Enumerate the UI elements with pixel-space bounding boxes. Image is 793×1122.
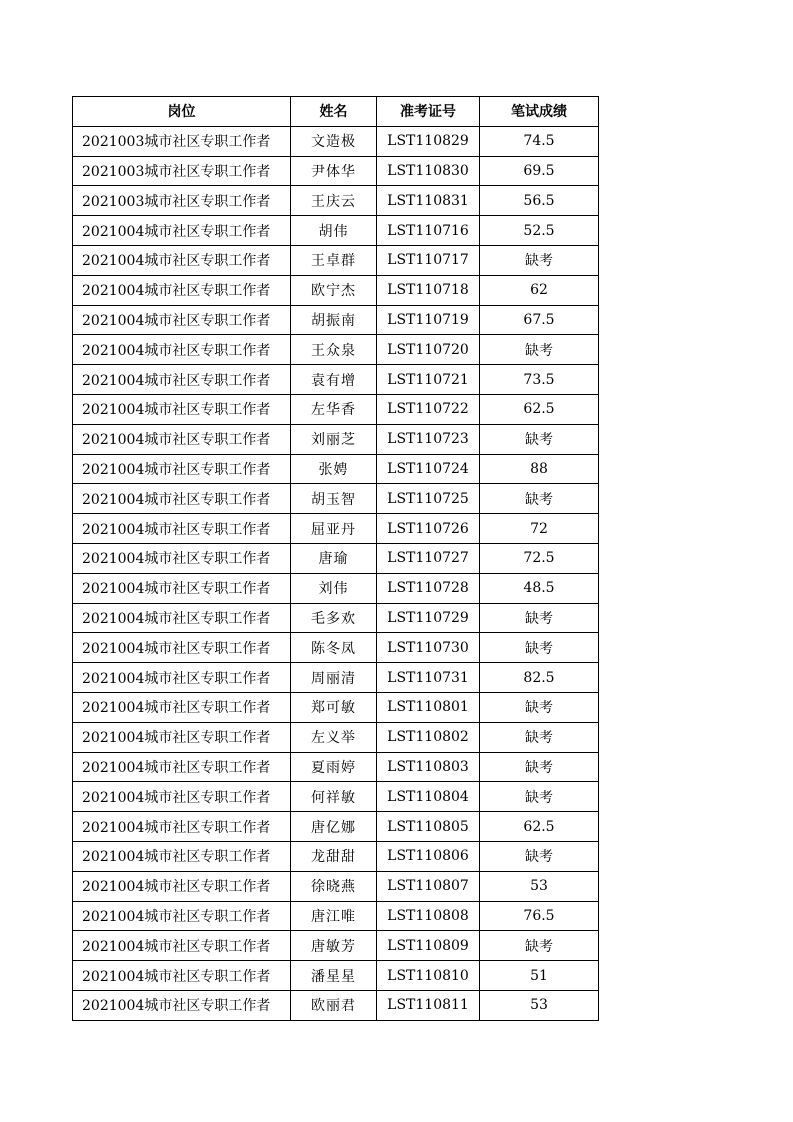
cell-post: 2021004城市社区专职工作者 (73, 692, 291, 722)
cell-written-score: 53 (480, 871, 599, 901)
cell-ticket-number: LST110724 (377, 454, 480, 484)
cell-post: 2021004城市社区专职工作者 (73, 663, 291, 693)
header-name: 姓名 (291, 97, 377, 127)
cell-name: 王庆云 (291, 186, 377, 216)
table-row (73, 394, 599, 424)
table-row (73, 305, 599, 335)
cell-name: 徐晓燕 (291, 871, 377, 901)
table-body (73, 126, 599, 1020)
cell-name: 张娉 (291, 454, 377, 484)
cell-ticket-number: LST110806 (377, 841, 480, 871)
cell-ticket-number: LST110730 (377, 633, 480, 663)
cell-written-score: 76.5 (480, 901, 599, 931)
table-row (73, 454, 599, 484)
cell-written-score: 62.5 (480, 812, 599, 842)
cell-post: 2021004城市社区专职工作者 (73, 543, 291, 573)
cell-post: 2021004城市社区专职工作者 (73, 245, 291, 275)
cell-name: 夏雨婷 (291, 752, 377, 782)
table-row (73, 126, 599, 156)
cell-ticket-number: LST110721 (377, 365, 480, 395)
table-row (73, 424, 599, 454)
cell-post: 2021004城市社区专职工作者 (73, 514, 291, 544)
cell-written-score: 缺考 (480, 245, 599, 275)
cell-written-score: 56.5 (480, 186, 599, 216)
table-row (73, 156, 599, 186)
cell-name: 唐亿娜 (291, 812, 377, 842)
cell-name: 周丽清 (291, 663, 377, 693)
cell-ticket-number: LST110719 (377, 305, 480, 335)
cell-post: 2021004城市社区专职工作者 (73, 603, 291, 633)
cell-post: 2021004城市社区专职工作者 (73, 752, 291, 782)
cell-name: 刘丽芝 (291, 424, 377, 454)
cell-post: 2021004城市社区专职工作者 (73, 573, 291, 603)
cell-written-score: 缺考 (480, 424, 599, 454)
cell-ticket-number: LST110804 (377, 782, 480, 812)
cell-post: 2021003城市社区专职工作者 (73, 126, 291, 156)
cell-ticket-number: LST110803 (377, 752, 480, 782)
cell-post: 2021004城市社区专职工作者 (73, 841, 291, 871)
cell-ticket-number: LST110722 (377, 394, 480, 424)
cell-name: 龙甜甜 (291, 841, 377, 871)
table-row (73, 573, 599, 603)
cell-written-score: 53 (480, 990, 599, 1020)
cell-ticket-number: LST110831 (377, 186, 480, 216)
cell-written-score: 缺考 (480, 782, 599, 812)
table-row (73, 752, 599, 782)
cell-post: 2021004城市社区专职工作者 (73, 990, 291, 1020)
cell-ticket-number: LST110805 (377, 812, 480, 842)
cell-ticket-number: LST110809 (377, 931, 480, 961)
cell-name: 尹体华 (291, 156, 377, 186)
cell-ticket-number: LST110731 (377, 663, 480, 693)
cell-ticket-number: LST110728 (377, 573, 480, 603)
cell-post: 2021004城市社区专职工作者 (73, 454, 291, 484)
table-row (73, 990, 599, 1020)
cell-ticket-number: LST110802 (377, 722, 480, 752)
cell-written-score: 缺考 (480, 841, 599, 871)
table-row (73, 812, 599, 842)
cell-ticket-number: LST110726 (377, 514, 480, 544)
cell-written-score: 缺考 (480, 335, 599, 365)
cell-post: 2021003城市社区专职工作者 (73, 186, 291, 216)
cell-post: 2021004城市社区专职工作者 (73, 484, 291, 514)
table-row (73, 663, 599, 693)
cell-name: 袁有增 (291, 365, 377, 395)
cell-ticket-number: LST110829 (377, 126, 480, 156)
cell-ticket-number: LST110723 (377, 424, 480, 454)
table-row (73, 603, 599, 633)
cell-post: 2021004城市社区专职工作者 (73, 812, 291, 842)
table-row (73, 722, 599, 752)
cell-name: 欧丽君 (291, 990, 377, 1020)
cell-written-score: 51 (480, 961, 599, 991)
cell-written-score: 缺考 (480, 603, 599, 633)
exam-score-table (72, 96, 599, 1021)
cell-written-score: 82.5 (480, 663, 599, 693)
cell-ticket-number: LST110811 (377, 990, 480, 1020)
cell-post: 2021003城市社区专职工作者 (73, 156, 291, 186)
table-row (73, 931, 599, 961)
cell-written-score: 52.5 (480, 216, 599, 246)
header-written-score: 笔试成绩 (480, 97, 599, 127)
table-row (73, 484, 599, 514)
table-row (73, 692, 599, 722)
table-row (73, 186, 599, 216)
cell-post: 2021004城市社区专职工作者 (73, 961, 291, 991)
cell-name: 屈亚丹 (291, 514, 377, 544)
cell-name: 王卓群 (291, 245, 377, 275)
cell-name: 唐江唯 (291, 901, 377, 931)
cell-post: 2021004城市社区专职工作者 (73, 394, 291, 424)
cell-written-score: 缺考 (480, 752, 599, 782)
cell-ticket-number: LST110717 (377, 245, 480, 275)
cell-written-score: 69.5 (480, 156, 599, 186)
cell-name: 左华香 (291, 394, 377, 424)
cell-ticket-number: LST110716 (377, 216, 480, 246)
table-row (73, 633, 599, 663)
table-row (73, 365, 599, 395)
cell-written-score: 缺考 (480, 484, 599, 514)
cell-written-score: 缺考 (480, 722, 599, 752)
cell-ticket-number: LST110720 (377, 335, 480, 365)
cell-ticket-number: LST110808 (377, 901, 480, 931)
cell-name: 欧宁杰 (291, 275, 377, 305)
cell-name: 左义举 (291, 722, 377, 752)
cell-ticket-number: LST110727 (377, 543, 480, 573)
cell-post: 2021004城市社区专职工作者 (73, 275, 291, 305)
cell-post: 2021004城市社区专职工作者 (73, 633, 291, 663)
table-row (73, 841, 599, 871)
cell-name: 何祥敏 (291, 782, 377, 812)
header-post: 岗位 (73, 97, 291, 127)
cell-written-score: 62 (480, 275, 599, 305)
cell-written-score: 67.5 (480, 305, 599, 335)
cell-written-score: 74.5 (480, 126, 599, 156)
cell-name: 王众泉 (291, 335, 377, 365)
table-row (73, 901, 599, 931)
table-row (73, 275, 599, 305)
cell-ticket-number: LST110725 (377, 484, 480, 514)
cell-written-score: 缺考 (480, 633, 599, 663)
cell-post: 2021004城市社区专职工作者 (73, 931, 291, 961)
cell-name: 陈冬凤 (291, 633, 377, 663)
cell-written-score: 72.5 (480, 543, 599, 573)
cell-name: 文造极 (291, 126, 377, 156)
header-row (73, 97, 599, 127)
table-row (73, 782, 599, 812)
cell-name: 郑可敏 (291, 692, 377, 722)
table-row (73, 245, 599, 275)
table-row (73, 543, 599, 573)
cell-post: 2021004城市社区专职工作者 (73, 871, 291, 901)
cell-ticket-number: LST110729 (377, 603, 480, 633)
cell-written-score: 73.5 (480, 365, 599, 395)
cell-written-score: 62.5 (480, 394, 599, 424)
cell-post: 2021004城市社区专职工作者 (73, 216, 291, 246)
cell-name: 胡伟 (291, 216, 377, 246)
cell-name: 唐瑜 (291, 543, 377, 573)
cell-post: 2021004城市社区专职工作者 (73, 722, 291, 752)
cell-name: 潘星星 (291, 961, 377, 991)
cell-post: 2021004城市社区专职工作者 (73, 424, 291, 454)
table-row (73, 335, 599, 365)
cell-written-score: 缺考 (480, 692, 599, 722)
cell-name: 毛多欢 (291, 603, 377, 633)
cell-name: 胡玉智 (291, 484, 377, 514)
cell-post: 2021004城市社区专职工作者 (73, 901, 291, 931)
table-row (73, 871, 599, 901)
cell-written-score: 48.5 (480, 573, 599, 603)
cell-post: 2021004城市社区专职工作者 (73, 782, 291, 812)
cell-ticket-number: LST110801 (377, 692, 480, 722)
cell-name: 唐敏芳 (291, 931, 377, 961)
table-header (73, 97, 599, 127)
header-ticket-number: 准考证号 (377, 97, 480, 127)
cell-ticket-number: LST110807 (377, 871, 480, 901)
cell-post: 2021004城市社区专职工作者 (73, 335, 291, 365)
cell-ticket-number: LST110718 (377, 275, 480, 305)
cell-ticket-number: LST110810 (377, 961, 480, 991)
cell-ticket-number: LST110830 (377, 156, 480, 186)
cell-post: 2021004城市社区专职工作者 (73, 365, 291, 395)
cell-written-score: 72 (480, 514, 599, 544)
cell-name: 胡振南 (291, 305, 377, 335)
table-row (73, 961, 599, 991)
cell-name: 刘伟 (291, 573, 377, 603)
cell-written-score: 88 (480, 454, 599, 484)
cell-post: 2021004城市社区专职工作者 (73, 305, 291, 335)
cell-written-score: 缺考 (480, 931, 599, 961)
table-row (73, 216, 599, 246)
table-row (73, 514, 599, 544)
